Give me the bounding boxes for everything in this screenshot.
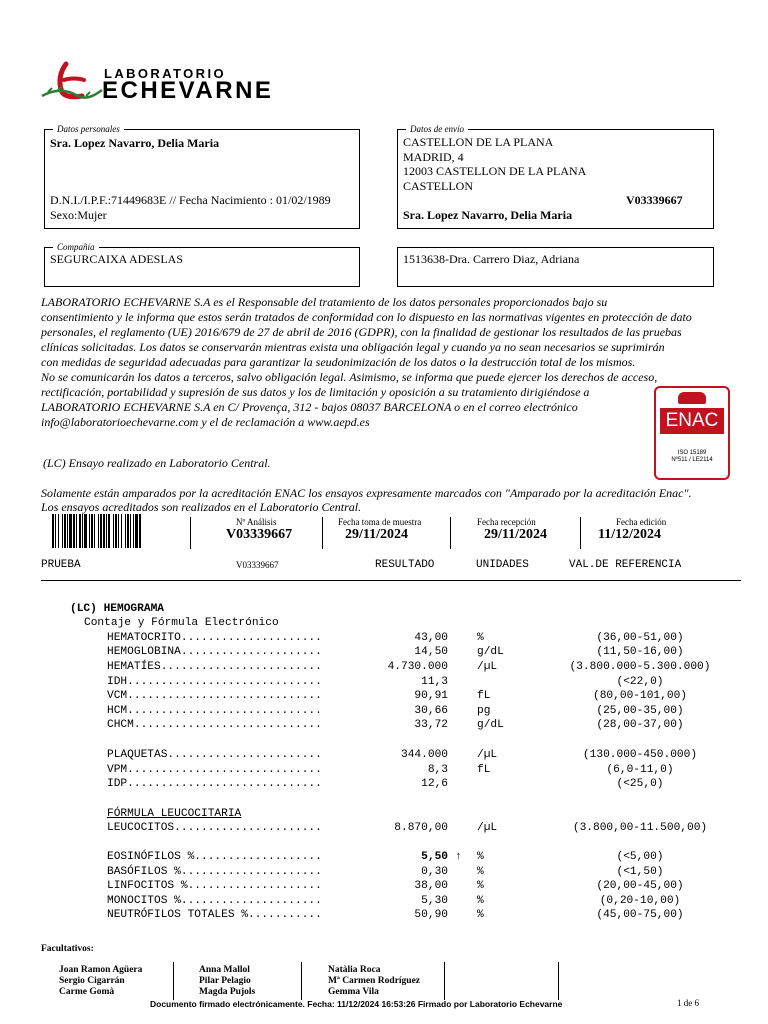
header-rule [41, 580, 741, 581]
company-label: Compañía [53, 242, 99, 252]
test-unit: /µL [477, 749, 498, 761]
edition-date-label: Fecha edición [616, 517, 667, 527]
test-name: MONOCITOS %..................... [107, 895, 322, 907]
doctors-col-3 [328, 965, 420, 998]
test-name: HEMOGLOBINA..................... [107, 646, 322, 658]
test-unit: % [477, 866, 484, 878]
accreditation-note [41, 486, 761, 514]
test-value: 8,3 [427, 764, 448, 776]
test-unit: /µL [477, 661, 498, 673]
test-value: 50,90 [414, 909, 448, 921]
divider [190, 517, 191, 549]
accreditation-line: Solamente están amparados por la acreditación ENAC los ensayos expresamente marcados con "Amparado por la acreditación Enac". [41, 486, 692, 500]
sample-date: 29/11/2024 [345, 527, 409, 542]
shipping-recipient: Sra. Lopez Navarro, Delia Maria [403, 208, 573, 222]
doctor-entry: Anna Mallol [199, 965, 250, 975]
legal-line: No se comunicarán los datos a terceros, salvo obligación legal. Asimismo, se informa que puede ejercer los derechos de acceso, [41, 370, 658, 384]
test-name: NEUTRÓFILOS TOTALES %........... [107, 909, 322, 921]
legal-line: clínicas solicitadas. Los datos se conservarán mientras exista una obligación legal y cuando ya no sean necesarios se suprimirán [41, 340, 665, 354]
test-unit: % [477, 909, 484, 921]
accreditation-line: Los ensayos acreditados son realizados en el Laboratorio Central. [41, 500, 362, 514]
test-name: VCM............................. [107, 690, 322, 702]
logo-mark-icon [38, 60, 104, 104]
enac-number: Nº511 / LE2114 [671, 457, 713, 463]
test-value: 11,3 [421, 676, 448, 688]
test-value: 344.000 [401, 749, 448, 761]
logo-big-text: ECHEVARNE [102, 77, 274, 104]
test-unit: fL [477, 764, 491, 776]
shipping-line-1: CASTELLON DE LA PLANA [403, 135, 554, 149]
doctor-entry: Sergio Cigarrán [59, 976, 125, 986]
test-name: LINFOCITOS %.................... [107, 880, 322, 892]
shipping-data-box [397, 124, 714, 229]
lc-note: (LC) Ensayo realizado en Laboratorio Central. [43, 456, 271, 470]
formula-title: FÓRMULA LEUCOCITARIA [107, 808, 242, 820]
edition-date: 11/12/2024 [598, 527, 662, 542]
test-value: 38,00 [414, 880, 448, 892]
test-name: HEMATOCRITO..................... [107, 632, 322, 644]
legal-line: LABORATORIO ECHEVARNE S.A en C/ Provença, 312 - bajos 08037 BARCELONA o en el correo electrónico [41, 400, 578, 414]
divider [173, 962, 174, 1000]
test-name: IDH............................. [107, 676, 322, 688]
col-header-unidades: UNIDADES [476, 559, 529, 571]
legal-line: consentimiento y le informa que estos serán tratados de conformidad con lo dispuesto en las normativas vigentes en protección de dato [41, 310, 692, 324]
analysis-number-label: Nº Análisis [236, 517, 277, 527]
section-subtitle: Contaje y Fórmula Electrónico [84, 617, 279, 629]
crown-icon [678, 392, 706, 404]
doctor-entry: Pilar Pelagio [199, 976, 251, 986]
test-name: BASÓFILOS %..................... [107, 866, 322, 878]
test-reference: (25,00-35,00) [596, 705, 684, 717]
test-unit: % [477, 880, 484, 892]
lab-logo [38, 60, 368, 104]
facultativos-label: Facultativos: [41, 944, 94, 954]
analysis-number: V03339667 [226, 527, 293, 542]
doctor-box [397, 247, 714, 287]
legal-line: info@laboratorioechevarne.com y el de reclamación a www.aepd.es [41, 415, 370, 429]
divider [301, 962, 302, 1000]
test-unit: /µL [477, 822, 498, 834]
test-value: 8.870,00 [394, 822, 448, 834]
test-reference: (0,20-10,00) [599, 895, 681, 907]
doctor-entry: Mª Carmen Rodríguez [328, 976, 421, 986]
doctor-entry: Magda Pujols [199, 987, 256, 997]
test-reference: (36,00-51,00) [596, 632, 684, 644]
test-reference: (<25,0) [616, 778, 664, 790]
test-value: 0,30 [421, 866, 448, 878]
test-value: 14,50 [414, 646, 448, 658]
test-value: 12,6 [421, 778, 448, 790]
test-unit: % [477, 851, 484, 863]
high-flag-icon: ↑ [455, 851, 462, 863]
reception-date: 29/11/2024 [484, 527, 548, 542]
test-reference: (<22,0) [616, 676, 664, 688]
legal-line: con medidas de seguridad adecuadas para garantizar la seudonimización de los datos o la destrucción total de los mismos. [41, 355, 636, 369]
test-value: 5,30 [421, 895, 448, 907]
test-name: HCM............................. [107, 705, 322, 717]
reception-date-label: Fecha recepción [477, 517, 536, 527]
doctor-entry: Gemma Vila [328, 987, 379, 997]
doctor-entry: Joan Ramon Agüera [59, 965, 143, 975]
signature-line: Documento firmado electrónicamente. Fecha: 11/12/2024 16:53:26 Firmado por Laboratorio Echevarne [150, 999, 563, 1009]
test-reference: (80,00-101,00) [593, 690, 687, 702]
legal-line: personales, el reglamento (UE) 2016/679 de 27 de abril de 2016 (GDPR), con la finalidad de gestionar los resultados de las pruebas [41, 325, 682, 339]
enac-iso: ISO 15189 [677, 450, 707, 456]
personal-data-label: Datos personales [53, 124, 124, 134]
divider [322, 517, 323, 549]
legal-line: LABORATORIO ECHEVARNE S.A es el Responsable del tratamiento de los datos personales proporcionados bajo su [41, 295, 608, 309]
test-name: PLAQUETAS....................... [107, 749, 322, 761]
sample-date-label: Fecha toma de muestra [338, 517, 422, 527]
shipping-line-4: CASTELLON [403, 179, 473, 193]
doctors-col-1 [59, 965, 142, 998]
section-title: (LC) HEMOGRAMA [70, 603, 164, 615]
patient-dni: D.N.I./I.P.F.:71449683E // Fecha Nacimiento : 01/02/1989 [50, 193, 331, 207]
test-reference: (130.000-450.000) [582, 749, 698, 761]
patient-sex: Sexo:Mujer [50, 208, 107, 222]
test-unit: g/dL [477, 719, 504, 731]
test-unit: g/dL [477, 646, 504, 658]
divider [450, 517, 451, 549]
legal-line: rectificación, portabilidad y supresión de sus datos y los de limitación y oposición a su tratamiento dirigiéndose a [41, 385, 590, 399]
test-value: 90,91 [414, 690, 448, 702]
shipping-line-2: MADRID, 4 [403, 150, 464, 164]
test-reference: (11,50-16,00) [596, 646, 684, 658]
enac-name: ENAC [660, 408, 724, 434]
shipping-code: V03339667 [626, 193, 683, 207]
test-reference: (20,00-45,00) [596, 880, 684, 892]
barcode [52, 514, 186, 548]
test-unit: % [477, 895, 484, 907]
patient-name: Sra. Lopez Navarro, Delia Maria [50, 136, 220, 150]
shipping-data-label: Datos de envío [406, 124, 468, 134]
test-reference: (28,00-37,00) [596, 719, 684, 731]
test-name: LEUCOCITOS...................... [107, 822, 322, 834]
doctor-name: 1513638-Dra. Carrero Diaz, Adriana [403, 252, 580, 266]
test-name: VPM............................. [107, 764, 322, 776]
col-header-prueba: PRUEBA [41, 559, 81, 571]
doctor-entry: Carme Gomà [59, 987, 115, 997]
divider [580, 517, 581, 549]
company-name: SEGURCAIXA ADESLAS [50, 252, 184, 266]
test-value: 33,72 [414, 719, 448, 731]
test-name: IDP............................. [107, 778, 322, 790]
test-name: EOSINÓFILOS %................... [107, 851, 322, 863]
test-reference: (3.800.000-5.300.000) [569, 661, 711, 673]
divider [444, 962, 445, 1000]
test-reference: (6,0-11,0) [606, 764, 674, 776]
company-box [44, 242, 360, 287]
test-unit: fL [477, 690, 491, 702]
test-name: CHCM............................ [107, 719, 322, 731]
test-reference: (<1,50) [616, 866, 664, 878]
col-header-code: V03339667 [236, 560, 279, 570]
test-value: 4.730.000 [387, 661, 448, 673]
test-value: 5,50 [421, 851, 448, 863]
enac-badge [654, 386, 730, 480]
test-reference: (<5,00) [616, 851, 664, 863]
doctors-col-2 [199, 965, 255, 998]
page-number: 1 de 6 [677, 998, 699, 1008]
legal-notice [41, 295, 753, 430]
divider [558, 962, 559, 1000]
test-reference: (3.800,00-11.500,00) [572, 822, 708, 834]
test-name: HEMATÍES........................ [107, 661, 322, 673]
logo-small-text: LABORATORIO [104, 66, 226, 81]
personal-data-box [44, 124, 360, 229]
test-reference: (45,00-75,00) [596, 909, 684, 921]
test-value: 30,66 [414, 705, 448, 717]
test-unit: pg [477, 705, 491, 717]
col-header-resultado: RESULTADO [375, 559, 435, 571]
col-header-ref: VAL.DE REFERENCIA [569, 559, 682, 571]
test-unit: % [477, 632, 484, 644]
doctor-entry: Natàlia Roca [328, 965, 381, 975]
shipping-line-3: 12003 CASTELLON DE LA PLANA [403, 164, 587, 178]
test-value: 43,00 [414, 632, 448, 644]
